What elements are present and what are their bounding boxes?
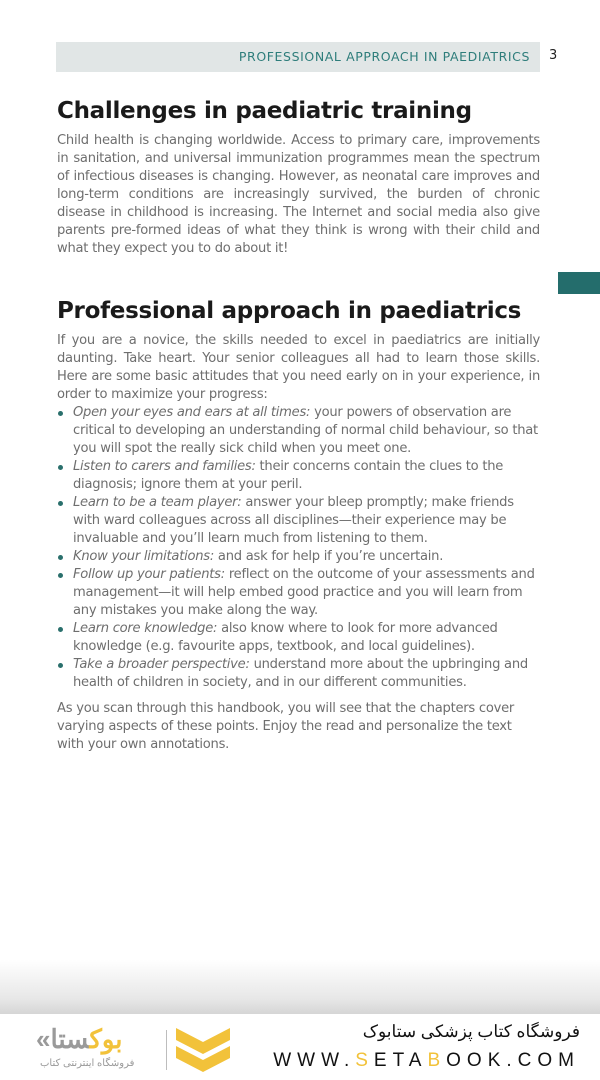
- list-item-text: also know where to look for more advanced knowledge (e.g. favourite apps, textbook, and local guidelines).: [73, 621, 498, 654]
- list-item-lead: Learn core knowledge:: [73, 621, 218, 636]
- url-part: OOK.COM: [446, 1050, 580, 1071]
- section-challenges: [57, 96, 540, 258]
- page-content: [57, 96, 540, 754]
- list-item-lead: Open your eyes and ears at all times:: [73, 405, 311, 420]
- list-item-lead: Take a broader perspective:: [73, 657, 250, 672]
- list-item-lead: Know your limitations:: [73, 549, 215, 564]
- list-item: [57, 566, 540, 620]
- list-item: [57, 656, 540, 692]
- list-item-lead: Follow up your patients:: [73, 567, 225, 582]
- list-item-text: and ask for help if you’re uncertain.: [214, 549, 444, 564]
- watermark-footer: [0, 1014, 600, 1080]
- logo-divider: [166, 1030, 167, 1070]
- page-bottom-shadow: [0, 960, 600, 1016]
- bullet-icon: [58, 501, 63, 506]
- bullet-icon: [58, 573, 63, 578]
- list-item: [57, 458, 540, 494]
- setabook-logo[interactable]: [28, 1020, 238, 1078]
- logo-wordmark-main: ستا: [50, 1024, 90, 1054]
- url-part-highlight: B: [427, 1050, 447, 1071]
- running-header-title: PROFESSIONAL APPROACH IN PAEDIATRICS: [238, 49, 530, 64]
- closing-paragraph: As you scan through this handbook, you will see that the chapters cover varying aspects of these points. Enjoy the read and personalize the text with your own annotations.: [57, 701, 515, 752]
- list-item-text: understand more about the upbringing and health of children in society, and in our different communities.: [73, 657, 528, 690]
- list-item-lead: Listen to carers and families:: [73, 459, 256, 474]
- chapter-thumb-tab: [558, 272, 600, 294]
- bullet-icon: [58, 555, 63, 560]
- section-paragraph: Child health is changing worldwide. Access to primary care, improvements in sanitation, and universal immunization programmes mean the spectrum of infectious diseases is changing. However, as neonatal care improves and long-term conditions are increasingly survived, the burden of chronic disease in childhood is increasing. The Internet and social media also give parents pre-formed ideas of what they think is wrong with their child and what they expect you to do about it!: [57, 133, 540, 256]
- bullet-icon: [58, 411, 63, 416]
- section-professional-approach: [57, 296, 540, 754]
- logo-wordmark: [36, 1024, 122, 1055]
- list-item: [57, 548, 540, 566]
- chevron-emblem-icon: [174, 1024, 232, 1078]
- url-part: WWW.: [273, 1050, 356, 1071]
- logo-wordmark-accent: بوک: [89, 1024, 123, 1054]
- logo-tagline: فروشگاه اینترنتی کتاب: [40, 1058, 135, 1069]
- store-url-link[interactable]: [273, 1050, 580, 1072]
- bullet-icon: [58, 627, 63, 632]
- list-item: [57, 494, 540, 548]
- store-name: فروشگاه کتاب پزشکی ستابوک: [362, 1022, 580, 1041]
- section-heading: Challenges in paediatric training: [57, 98, 472, 124]
- bullet-icon: [58, 663, 63, 668]
- list-item: [57, 620, 540, 656]
- section-paragraph: If you are a novice, the skills needed to excel in paediatrics are initially daunting. Take heart. Your senior colleagues all had to learn those skills. Here are some basic attitudes that you need early on in your experience, in order to maximize your progress:: [57, 333, 540, 402]
- url-part: ETA: [373, 1050, 428, 1071]
- list-item-text: reflect on the outcome of your assessments and management—it will help embed good practice and you will learn from any mistakes you make along the way.: [73, 567, 535, 618]
- list-item-lead: Learn to be a team player:: [73, 495, 242, 510]
- list-item-text: your powers of observation are critical to developing an understanding of normal child behaviour, so that you will spot the really sick child when you meet one.: [73, 405, 538, 456]
- bullet-icon: [58, 465, 63, 470]
- attitudes-list: [57, 404, 540, 692]
- list-item: [57, 404, 540, 458]
- list-item-text: their concerns contain the clues to the diagnosis; ignore them at your peril.: [73, 459, 504, 492]
- running-header: [56, 42, 540, 72]
- url-part-highlight: S: [355, 1050, 374, 1071]
- logo-arrows-icon: «: [36, 1024, 51, 1054]
- page-number: 3: [549, 48, 558, 63]
- list-item-text: answer your bleep promptly; make friends with ward colleagues across all disciplines—their experience may be invaluable and you’ll learn much from listening to them.: [73, 495, 514, 546]
- section-heading: Professional approach in paediatrics: [57, 298, 522, 324]
